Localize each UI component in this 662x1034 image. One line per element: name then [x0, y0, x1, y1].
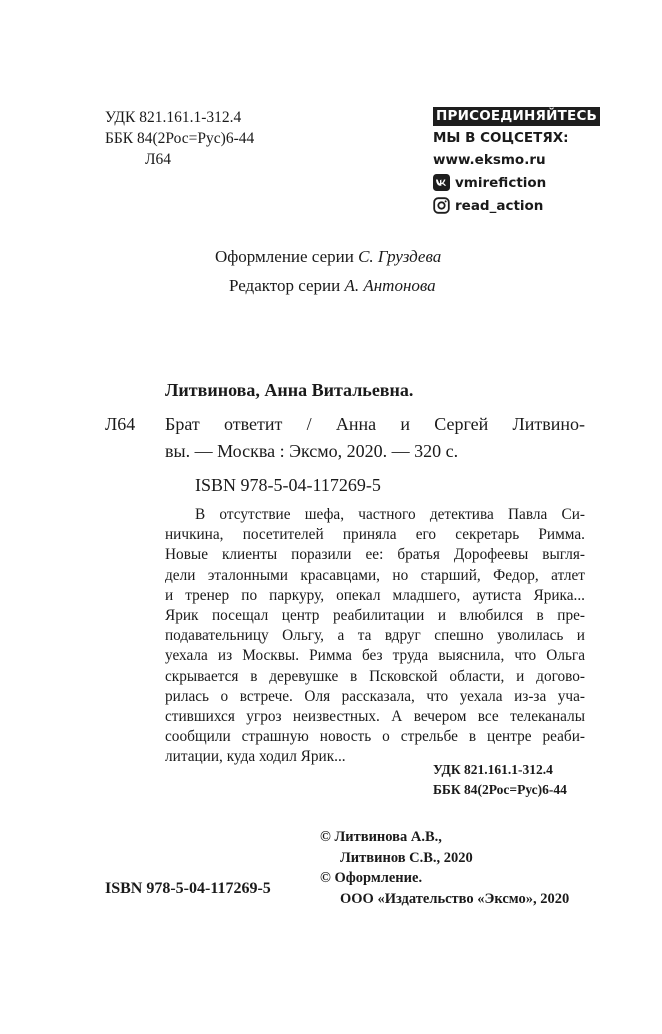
- copyright-line: ООО «Издательство «Эксмо», 2020: [340, 890, 570, 907]
- classification-codes-bottom: [433, 760, 567, 800]
- copyright-line: © Литвинова А.В.,: [320, 829, 442, 845]
- annotation-line: Новые клиенты поразили ее: братья Дорофеевы выгля-: [165, 546, 585, 564]
- isbn-bottom: ISBN 978-5-04-117269-5: [105, 880, 271, 897]
- social-block: [433, 107, 598, 217]
- bbk-code: ББК 84(2Рос=Рус)6-44: [105, 130, 255, 147]
- vk-handle: vmirefiction: [455, 174, 547, 191]
- author-sign: Л64: [145, 151, 172, 168]
- bib-line: вы. — Москва : Эксмо, 2020. — 320 с.: [165, 441, 459, 461]
- udk-code: УДК 821.161.1-312.4: [105, 109, 242, 126]
- annotation-line: Ярик посещал центр реабилитации и влюбился в пре-: [165, 607, 585, 625]
- instagram-icon: [433, 197, 450, 214]
- annotation-line: ничкина, посетителей приняла его секретарь Римма.: [165, 526, 585, 544]
- annotation: [165, 505, 585, 768]
- copyright-block: [320, 827, 569, 909]
- annotation-line: рилась о встрече. Оля рассказала, что уехала из-за уча-: [165, 687, 585, 705]
- social-heading: МЫ В СОЦСЕТЯХ:: [433, 130, 569, 146]
- instagram-handle: read_action: [455, 197, 544, 214]
- editor-label: Редактор серии: [229, 276, 341, 295]
- annotation-line: сообщили страшную новость о стрельбе в центре реаби-: [165, 728, 585, 746]
- join-banner: ПРИСОЕДИНЯЙТЕСЬ: [433, 107, 600, 126]
- annotation-line: стившихся угроз неизвестных. А вечером все телеканалы: [165, 708, 585, 726]
- book-author: Литвинова, Анна Витальевна.: [165, 380, 414, 400]
- editor-name: А. Антонова: [344, 276, 436, 295]
- copyright-line: © Оформление.: [320, 870, 423, 886]
- series-design-credit: [215, 242, 441, 271]
- udk-code: УДК 821.161.1-312.4: [433, 762, 553, 777]
- annotation-line: дели эталонными красавцами, но старший, Федор, атлет: [165, 566, 585, 584]
- annotation-line: литации, куда ходил Ярик...: [165, 748, 346, 766]
- annotation-line: и тренер по паркуру, опекал младшего, аутиста Ярика...: [165, 586, 585, 604]
- annotation-line: В отсутствие шефа, частного детектива Павла Си-: [195, 506, 585, 523]
- annotation-line: подавательницу Ольгу, а та вдруг спешно уволилась и: [165, 627, 585, 645]
- classification-codes: [105, 107, 254, 170]
- annotation-line: уехала из Москвы. Римма без труда выяснила, что Ольга: [165, 647, 585, 665]
- series-editor-credit: [229, 271, 436, 300]
- website-link[interactable]: www.eksmo.ru: [433, 152, 546, 168]
- bibliography-sign: Л64: [105, 414, 136, 434]
- copyright-line: Литвинов С.В., 2020: [340, 849, 473, 866]
- bib-line: Брат ответит / Анна и Сергей Литвино-: [165, 414, 585, 434]
- isbn-record: ISBN 978-5-04-117269-5: [195, 475, 381, 495]
- bbk-code: ББК 84(2Рос=Рус)6-44: [433, 782, 567, 797]
- annotation-line: скрывается в деревушке в Псковской области, и догово-: [165, 667, 585, 685]
- instagram-row[interactable]: [433, 194, 593, 217]
- design-label: Оформление серии: [215, 247, 354, 266]
- design-name: С. Груздева: [358, 247, 442, 266]
- bibliographic-record: [165, 411, 585, 465]
- vk-row[interactable]: [433, 171, 593, 194]
- vk-icon: [433, 174, 450, 191]
